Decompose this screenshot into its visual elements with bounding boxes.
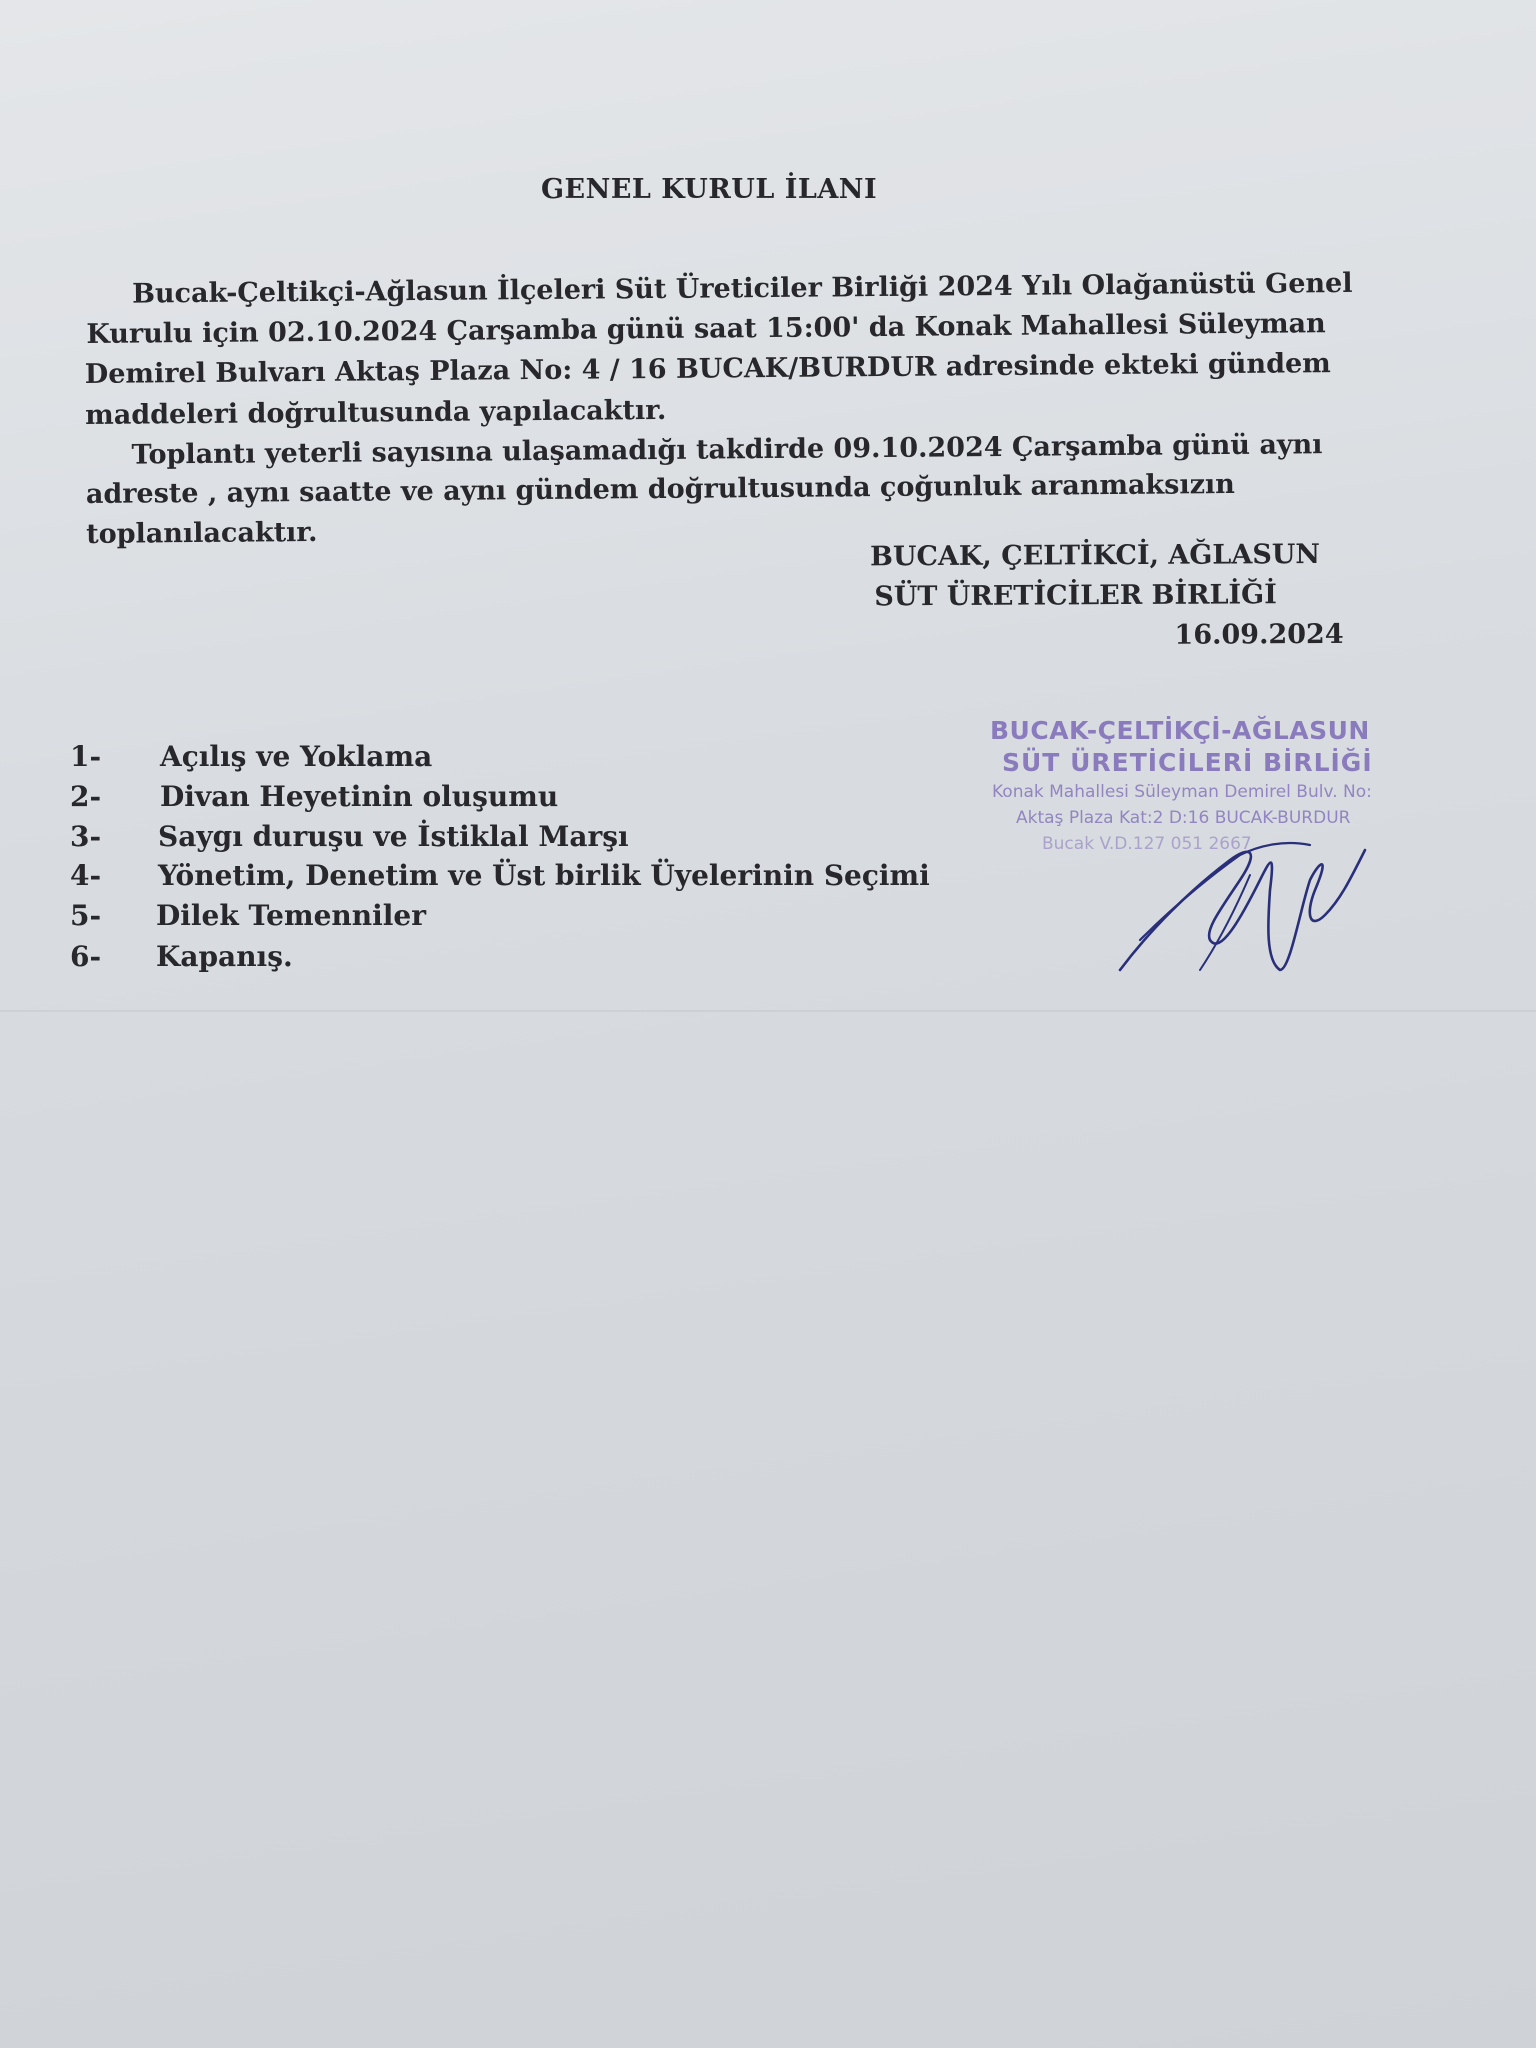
body-line: Toplantı yeterli sayısına ulaşamadığı takdirde 09.10.2024 Çarşamba günü aynı [131, 429, 1323, 471]
stamp-line-1: BUCAK-ÇELTİKÇİ-AĞLASUN [990, 716, 1370, 745]
body-line: Demirel Bulvarı Aktaş Plaza No: 4 / 16 BUCAK/BURDUR adresinde ekteki gündem [84, 348, 1331, 390]
agenda-number: 3- [70, 820, 102, 853]
paper-fold [0, 1010, 1536, 1012]
stamp-line-5: Bucak V.D.127 051 2667 [1042, 834, 1252, 854]
organization-line-1: BUCAK, ÇELTİKCİ, AĞLASUN [870, 539, 1321, 573]
agenda-label: Saygı duruşu ve İstiklal Marşı [158, 820, 629, 853]
signature-block [870, 539, 1390, 651]
organization-line-2: SÜT ÜRETİCİLER BİRLİĞİ [874, 579, 1277, 613]
agenda-label: Kapanış. [156, 940, 293, 973]
agenda-number: 5- [70, 899, 102, 932]
agenda-number: 6- [70, 940, 102, 973]
body-line: Bucak-Çeltikçi-Ağlasun İlçeleri Süt Üreticiler Birliği 2024 Yılı Olağanüstü Genel [131, 267, 1353, 310]
agenda-number: 4- [70, 859, 102, 892]
agenda-number: 1- [70, 740, 102, 773]
agenda-label: Yönetim, Denetim ve Üst birlik Üyelerinin Seçimi [158, 859, 930, 892]
agenda-number: 2- [70, 780, 102, 813]
stamp-line-3: Konak Mahallesi Süleyman Demirel Bulv. No: [992, 782, 1372, 802]
body-line: adreste , aynı saatte ve aynı gündem doğrultusunda çoğunluk aranmaksızın [85, 468, 1235, 510]
handwritten-signature [1110, 820, 1370, 980]
agenda-label: Açılış ve Yoklama [160, 740, 433, 773]
document-title: GENEL KURUL İLANI [541, 174, 878, 205]
body-line: Kurulu için 02.10.2024 Çarşamba günü saat 15:00' da Konak Mahallesi Süleyman [86, 308, 1326, 350]
body-line: toplanılacaktır. [86, 516, 318, 550]
agenda-label: Divan Heyetinin oluşumu [160, 780, 559, 813]
signature-date: 16.09.2024 [1174, 618, 1344, 651]
agenda-label: Dilek Temenniler [156, 899, 426, 932]
body-line: maddeleri doğrultusunda yapılacaktır. [85, 394, 667, 431]
stamp-line-4: Aktaş Plaza Kat:2 D:16 BUCAK-BURDUR [1016, 808, 1351, 828]
stamp-line-2: SÜT ÜRETİCİLERİ BİRLİĞİ [1002, 748, 1373, 777]
announcement-body [82, 267, 1353, 550]
